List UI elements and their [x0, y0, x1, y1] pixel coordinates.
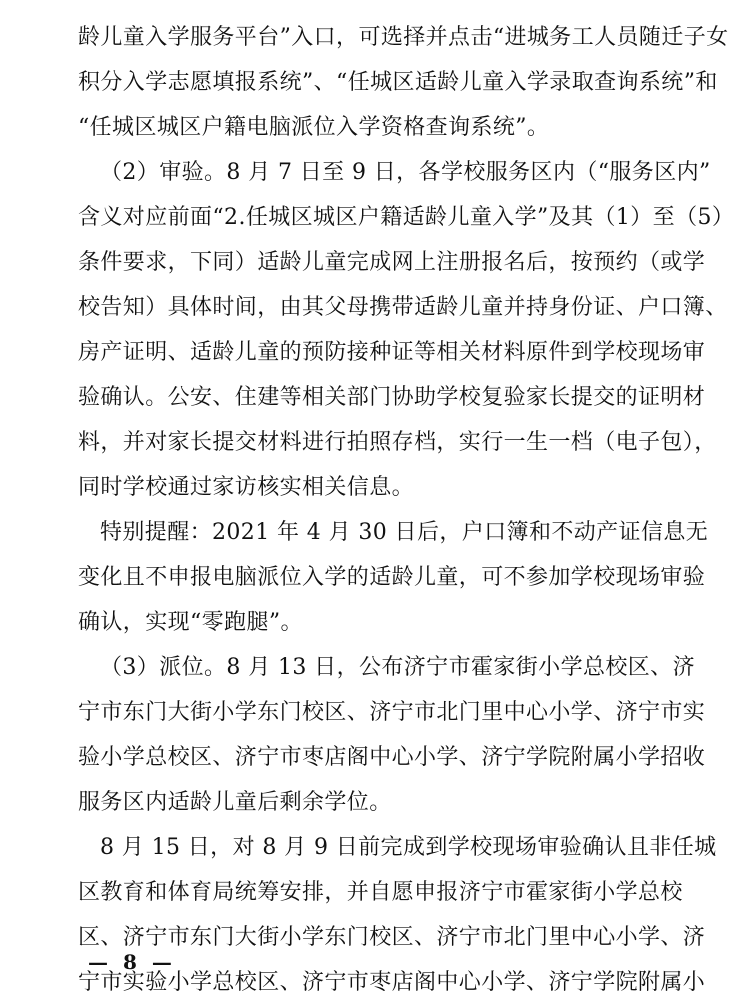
text-line-9: 验确认。公安、住建等相关部门协助学校复验家长提交的证明材	[78, 385, 706, 410]
text-line-17: 验小学总校区、济宁市枣店阁中心小学、济宁学院附属小学招收	[78, 745, 706, 770]
text-line-4: （2）审验。8 月 7 日至 9 日，各学校服务区内（“服务区内”	[100, 160, 711, 185]
text-line-18: 服务区内适龄儿童后剩余学位。	[78, 790, 392, 815]
text-line-16: 宁市东门大街小学东门校区、济宁市北门里中心小学、济宁市实	[78, 700, 706, 725]
text-line-12: 特别提醒：2021 年 4 月 30 日后，户口簿和不动产证信息无	[100, 520, 709, 545]
text-line-11: 同时学校通过家访核实相关信息。	[78, 475, 415, 500]
text-line-15: （3）派位。8 月 13 日，公布济宁市霍家街小学总校区、济	[100, 655, 695, 680]
text-line-6: 条件要求，下同）适龄儿童完成网上注册报名后，按预约（或学	[78, 250, 706, 275]
text-line-1: 龄儿童入学服务平台”入口，可选择并点击“进城务工人员随迁子女	[78, 25, 729, 50]
page-number: — 8 —	[88, 950, 176, 974]
text-line-7: 校告知）具体时间，由其父母携带适龄儿童并持身份证、户口簿、	[78, 295, 728, 320]
text-line-14: 确认，实现“零跑腿”。	[78, 610, 303, 635]
text-line-21: 区、济宁市东门大街小学东门校区、济宁市北门里中心小学、济	[78, 925, 706, 950]
text-line-5: 含义对应前面“2.任城区城区户籍适龄儿童入学”及其（1）至（5）	[78, 205, 734, 230]
text-line-13: 变化且不申报电脑派位入学的适龄儿童，可不参加学校现场审验	[78, 565, 706, 590]
text-line-3: “任城区城区户籍电脑派位入学资格查询系统”。	[78, 115, 550, 140]
text-line-2: 积分入学志愿填报系统”、“任城区适龄儿童入学录取查询系统”和	[78, 70, 718, 95]
text-line-19: 8 月 15 日，对 8 月 9 日前完成到学校现场审验确认且非任城	[100, 835, 717, 860]
text-line-22: 宁市实验小学总校区、济宁市枣店阁中心小学、济宁学院附属小	[78, 970, 706, 995]
text-line-20: 区教育和体育局统筹安排，并自愿申报济宁市霍家街小学总校	[78, 880, 683, 905]
text-line-10: 料，并对家长提交材料进行拍照存档，实行一生一档（电子包），	[78, 430, 717, 455]
text-line-8: 房产证明、适龄儿童的预防接种证等相关材料原件到学校现场审	[78, 340, 706, 365]
